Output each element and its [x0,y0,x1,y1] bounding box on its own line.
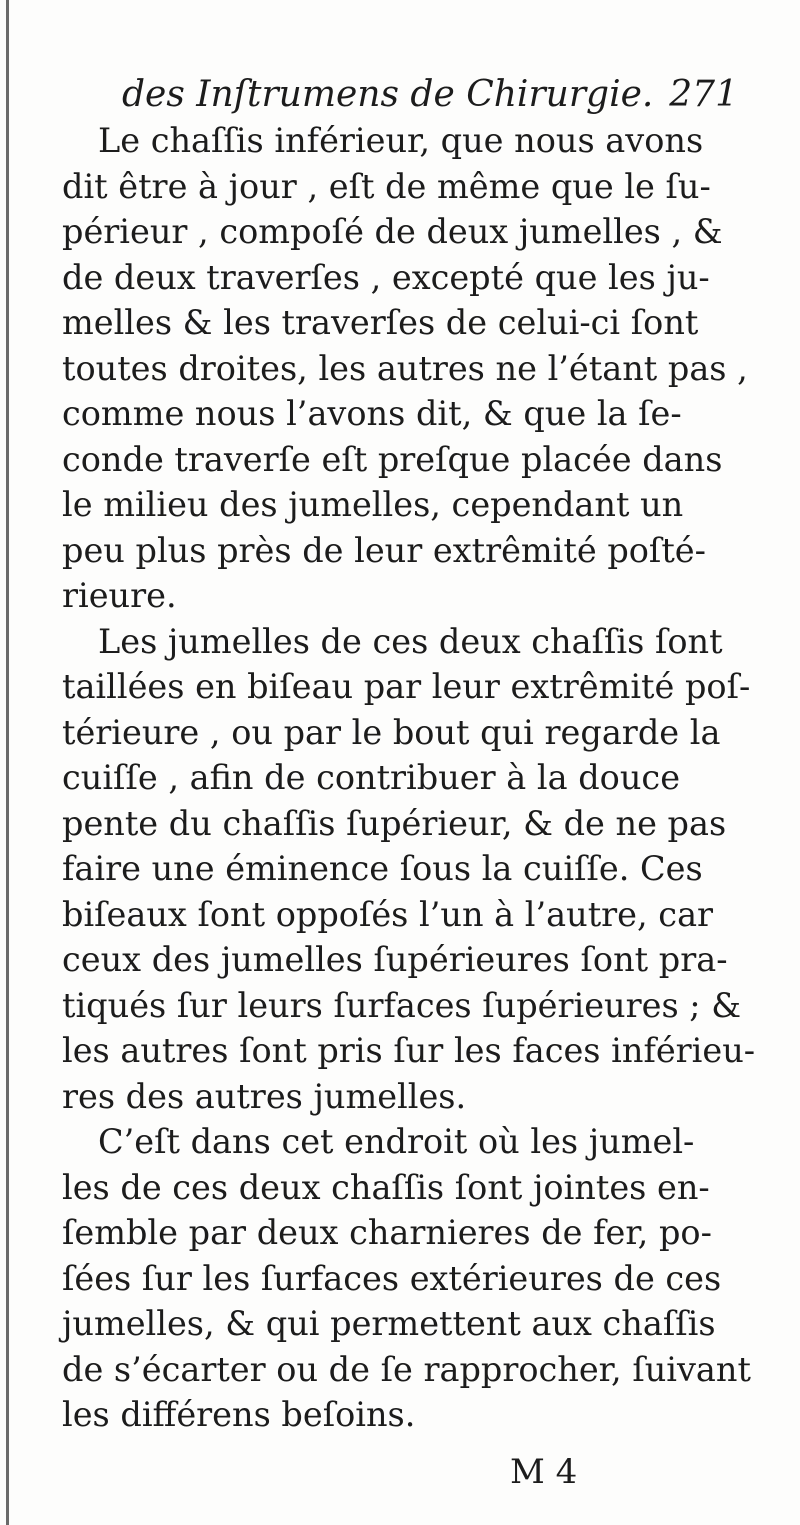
text-line: de deux traverſes , excepté que les ju- [62,257,710,297]
text-line: melles & les traverſes de celui-ci ſont [62,303,699,342]
text-line: Le chaſſis inférieur, que nous avons [98,121,704,160]
text-line: res des autres jumelles. [62,1076,467,1116]
signature-mark: M 4 [510,1452,578,1492]
text-line: toutes droites, les autres ne l’étant pas , [62,348,748,388]
text-line: Les jumelles de ces deux chaſſis ſont [98,621,723,661]
text-line: taillées en biſeau par leur extrêmité poſ- [62,667,751,706]
text-line: dit être à jour , eſt de même que le ſu- [62,166,711,206]
body-text [62,118,756,1438]
text-line: ceux des jumelles ſupérieures ſont pra- [62,940,728,979]
text-line: térieure , ou par le bout qui regarde la [62,712,721,752]
text-line: les autres ſont pris ſur les faces inférieu- [62,1031,756,1070]
text-line: peu plus près de leur extrêmité poſté- [62,530,706,570]
text-line: jumelles, & qui permettent aux chaſſis [62,1304,716,1343]
page-edge [6,0,9,1525]
text-line: les différens beſoins. [62,1395,416,1434]
text-line: rieure. [62,576,177,615]
text-line: tiqués ſur leurs ſurfaces ſupérieures ; & [62,985,742,1025]
text-line: cuiſſe , afin de contribuer à la douce [62,758,681,797]
text-line: périeur , compoſé de deux jumelles , & [62,212,723,251]
running-title: des Inſtrumens de Chirurgie. [122,74,654,115]
text-line: conde traverſe eſt preſque placée dans [62,439,723,479]
text-line: faire une éminence ſous la cuiſſe. Ces [62,849,703,888]
text-line: le milieu des jumelles, cependant un [62,485,684,524]
page-number: 271 [669,74,738,115]
running-header [122,68,738,124]
text-line: ſemble par deux charnieres de fer, po- [62,1213,712,1252]
text-line: C’eſt dans cet endroit où les jumel- [98,1122,695,1161]
text-line: biſeaux ſont oppoſés l’un à l’autre, car [62,894,714,934]
text-line: de s’écarter ou de ſe rapprocher, ſuivant [62,1349,751,1389]
text-line: ſées ſur les ſurfaces extérieures de ces [62,1258,722,1298]
text-line: comme nous l’avons dit, & que la ſe- [62,394,682,433]
text-line: pente du chaſſis ſupérieur, & de ne pas [62,803,727,843]
text-line: les de ces deux chaſſis ſont jointes en- [62,1167,710,1207]
